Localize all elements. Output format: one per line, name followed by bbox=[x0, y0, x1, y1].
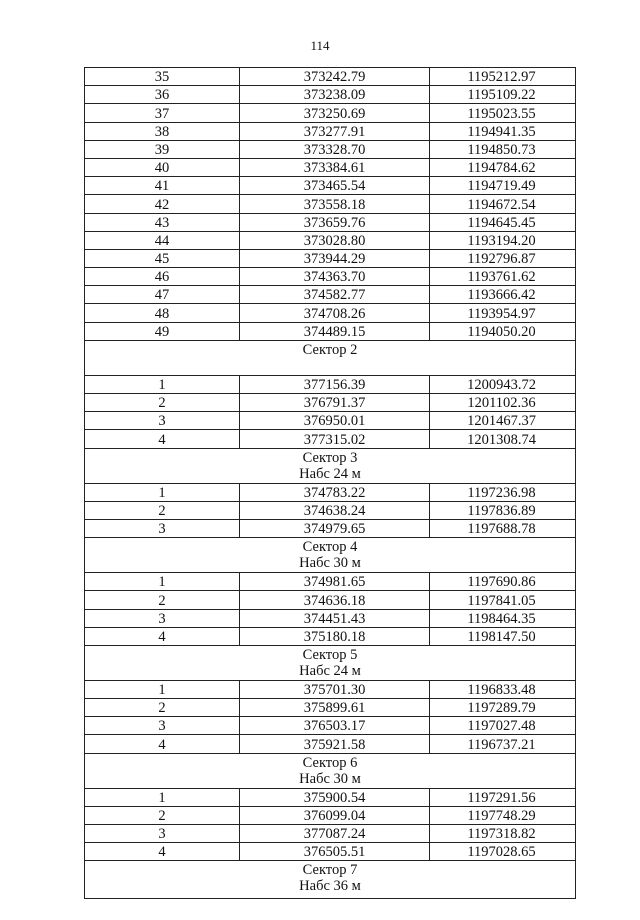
point-number-cell: 2 bbox=[85, 699, 240, 716]
sector-title: Сектор 6 bbox=[302, 754, 358, 771]
x-coordinate-cell: 373384.61 bbox=[240, 159, 430, 176]
table-row bbox=[85, 267, 575, 285]
table-row bbox=[85, 213, 575, 231]
x-coordinate-cell: 377087.24 bbox=[240, 825, 430, 842]
y-coordinate-cell: 1195023.55 bbox=[467, 105, 536, 122]
point-number-cell: 43 bbox=[85, 214, 240, 231]
point-number-cell: 3 bbox=[85, 412, 240, 429]
table-row bbox=[85, 609, 575, 627]
table-row bbox=[85, 322, 575, 340]
sector-header bbox=[85, 340, 575, 375]
point-number-cell: 1 bbox=[85, 484, 240, 501]
sector-title: Сектор 7 bbox=[302, 862, 358, 879]
x-coordinate-cell: 374638.24 bbox=[240, 502, 430, 519]
table-row bbox=[85, 501, 575, 519]
y-coordinate-cell: 1200943.72 bbox=[467, 377, 536, 393]
x-coordinate-cell: 374783.22 bbox=[240, 484, 430, 501]
y-coordinate-cell: 1197688.78 bbox=[467, 521, 536, 538]
table-row bbox=[85, 824, 575, 842]
point-number-cell: 37 bbox=[85, 104, 240, 121]
y-coordinate-cell: 1193954.97 bbox=[467, 305, 536, 322]
sector-title: Сектор 2 bbox=[302, 341, 358, 358]
sector-header bbox=[85, 645, 575, 680]
table-row bbox=[85, 303, 575, 321]
x-coordinate-cell: 377315.02 bbox=[240, 430, 430, 447]
table-row bbox=[85, 734, 575, 752]
x-coordinate-cell: 373944.29 bbox=[240, 250, 430, 267]
x-coordinate-cell: 376950.01 bbox=[240, 412, 430, 429]
y-coordinate-cell: 1201308.74 bbox=[467, 431, 536, 448]
y-coordinate-cell: 1201467.37 bbox=[467, 413, 536, 430]
point-number-cell: 1 bbox=[85, 789, 240, 806]
y-coordinate-cell: 1197291.56 bbox=[467, 789, 536, 806]
y-coordinate-cell: 1194645.45 bbox=[467, 214, 536, 231]
x-coordinate-cell: 373558.18 bbox=[240, 195, 430, 212]
page-number: 114 bbox=[310, 38, 330, 53]
point-number-cell: 1 bbox=[85, 376, 240, 393]
sector-title: Сектор 4 bbox=[302, 539, 358, 556]
point-number-cell: 4 bbox=[85, 430, 240, 447]
table-row bbox=[85, 103, 575, 121]
table-row bbox=[85, 716, 575, 734]
sector-height-label: Набс 30 м bbox=[299, 770, 361, 787]
table-row bbox=[85, 519, 575, 537]
point-number-cell: 3 bbox=[85, 717, 240, 734]
sector-title: Сектор 3 bbox=[302, 449, 358, 466]
sector-header bbox=[85, 448, 575, 483]
point-number-cell: 47 bbox=[85, 286, 240, 303]
table-row bbox=[85, 680, 575, 698]
x-coordinate-cell: 374636.18 bbox=[240, 591, 430, 608]
point-number-cell: 46 bbox=[85, 268, 240, 285]
x-coordinate-cell: 374708.26 bbox=[240, 304, 430, 321]
y-coordinate-cell: 1197841.05 bbox=[467, 592, 536, 609]
point-number-cell: 38 bbox=[85, 123, 240, 140]
x-coordinate-cell: 373238.09 bbox=[240, 86, 430, 103]
x-coordinate-cell: 375899.61 bbox=[240, 699, 430, 716]
table-row bbox=[85, 788, 575, 806]
y-coordinate-cell: 1197027.48 bbox=[467, 718, 536, 735]
x-coordinate-cell: 377156.39 bbox=[240, 376, 430, 393]
x-coordinate-cell: 375921.58 bbox=[240, 735, 430, 752]
y-coordinate-cell: 1194719.49 bbox=[467, 178, 536, 195]
table-row bbox=[85, 572, 575, 590]
y-coordinate-cell: 1194850.73 bbox=[467, 141, 536, 158]
y-coordinate-cell: 1197836.89 bbox=[467, 502, 536, 519]
x-coordinate-cell: 373028.80 bbox=[240, 232, 430, 249]
point-number-cell: 36 bbox=[85, 86, 240, 103]
y-coordinate-cell: 1194672.54 bbox=[467, 196, 536, 213]
y-coordinate-cell: 1196833.48 bbox=[467, 682, 536, 699]
point-number-cell: 3 bbox=[85, 610, 240, 627]
sector-header bbox=[85, 753, 575, 788]
x-coordinate-cell: 373242.79 bbox=[240, 68, 430, 85]
x-coordinate-cell: 375900.54 bbox=[240, 789, 430, 806]
y-coordinate-cell: 1194941.35 bbox=[467, 123, 536, 140]
table-row bbox=[85, 158, 575, 176]
y-coordinate-cell: 1193194.20 bbox=[467, 232, 536, 249]
y-coordinate-cell: 1197236.98 bbox=[467, 484, 536, 501]
table-row bbox=[85, 411, 575, 429]
table-row bbox=[85, 590, 575, 608]
x-coordinate-cell: 374979.65 bbox=[240, 520, 430, 537]
table-row bbox=[85, 806, 575, 824]
y-coordinate-cell: 1194784.62 bbox=[467, 160, 536, 177]
sector-title: Сектор 5 bbox=[302, 646, 358, 663]
sector-height-label: Набс 36 м bbox=[299, 878, 361, 895]
table-row bbox=[85, 68, 575, 85]
x-coordinate-cell: 375180.18 bbox=[240, 628, 430, 645]
y-coordinate-cell: 1194050.20 bbox=[467, 323, 536, 340]
x-coordinate-cell: 373465.54 bbox=[240, 177, 430, 194]
sector-height-label: Набс 24 м bbox=[299, 465, 361, 482]
x-coordinate-cell: 373659.76 bbox=[240, 214, 430, 231]
point-number-cell: 2 bbox=[85, 502, 240, 519]
sector-height-label: Набс 30 м bbox=[299, 555, 361, 572]
point-number-cell: 39 bbox=[85, 141, 240, 158]
point-number-cell: 2 bbox=[85, 394, 240, 411]
sector-height-label: Набс 24 м bbox=[299, 662, 361, 679]
table-row bbox=[85, 698, 575, 716]
table-row bbox=[85, 140, 575, 158]
point-number-cell: 41 bbox=[85, 177, 240, 194]
point-number-cell: 1 bbox=[85, 573, 240, 590]
x-coordinate-cell: 376791.37 bbox=[240, 394, 430, 411]
y-coordinate-cell: 1192796.87 bbox=[467, 251, 536, 268]
point-number-cell: 42 bbox=[85, 195, 240, 212]
y-coordinate-cell: 1201102.36 bbox=[467, 395, 536, 412]
y-coordinate-cell: 1195212.97 bbox=[467, 69, 536, 86]
x-coordinate-cell: 373277.91 bbox=[240, 123, 430, 140]
table-row bbox=[85, 122, 575, 140]
table-row bbox=[85, 249, 575, 267]
point-number-cell: 45 bbox=[85, 250, 240, 267]
point-number-cell: 2 bbox=[85, 807, 240, 824]
y-coordinate-cell: 1193666.42 bbox=[467, 287, 536, 304]
y-coordinate-cell: 1196737.21 bbox=[467, 736, 536, 753]
x-coordinate-cell: 373328.70 bbox=[240, 141, 430, 158]
y-coordinate-cell: 1197690.86 bbox=[467, 574, 536, 591]
table-row bbox=[85, 375, 575, 393]
y-coordinate-cell: 1197318.82 bbox=[467, 826, 536, 843]
table-row bbox=[85, 176, 575, 194]
x-coordinate-cell: 374981.65 bbox=[240, 573, 430, 590]
point-number-cell: 4 bbox=[85, 628, 240, 645]
y-coordinate-cell: 1193761.62 bbox=[467, 269, 536, 286]
x-coordinate-cell: 374451.43 bbox=[240, 610, 430, 627]
table-row bbox=[85, 285, 575, 303]
x-coordinate-cell: 376099.04 bbox=[240, 807, 430, 824]
table-row bbox=[85, 393, 575, 411]
sector-header bbox=[85, 860, 575, 898]
point-number-cell: 2 bbox=[85, 591, 240, 608]
point-number-cell: 4 bbox=[85, 735, 240, 752]
point-number-cell: 4 bbox=[85, 843, 240, 860]
sector-header bbox=[85, 537, 575, 572]
y-coordinate-cell: 1197748.29 bbox=[467, 808, 536, 824]
x-coordinate-cell: 374582.77 bbox=[240, 286, 430, 303]
table-row bbox=[85, 429, 575, 447]
table-row bbox=[85, 194, 575, 212]
x-coordinate-cell: 373250.69 bbox=[240, 104, 430, 121]
point-number-cell: 1 bbox=[85, 681, 240, 698]
y-coordinate-cell: 1198464.35 bbox=[467, 610, 536, 627]
point-number-cell: 48 bbox=[85, 304, 240, 321]
table-row bbox=[85, 842, 575, 860]
point-number-cell: 49 bbox=[85, 323, 240, 340]
y-coordinate-cell: 1197289.79 bbox=[467, 700, 536, 717]
x-coordinate-cell: 374489.15 bbox=[240, 323, 430, 340]
table-row bbox=[85, 627, 575, 645]
table-row bbox=[85, 231, 575, 249]
y-coordinate-cell: 1198147.50 bbox=[467, 628, 536, 645]
table-row bbox=[85, 85, 575, 103]
table-row bbox=[85, 483, 575, 501]
point-number-cell: 3 bbox=[85, 825, 240, 842]
point-number-cell: 40 bbox=[85, 159, 240, 176]
x-coordinate-cell: 376503.17 bbox=[240, 717, 430, 734]
point-number-cell: 3 bbox=[85, 520, 240, 537]
x-coordinate-cell: 374363.70 bbox=[240, 268, 430, 285]
y-coordinate-cell: 1195109.22 bbox=[467, 87, 536, 104]
point-number-cell: 44 bbox=[85, 232, 240, 249]
x-coordinate-cell: 376505.51 bbox=[240, 843, 430, 860]
coordinates-table bbox=[84, 67, 576, 899]
x-coordinate-cell: 375701.30 bbox=[240, 681, 430, 698]
point-number-cell: 35 bbox=[85, 68, 240, 85]
y-coordinate-cell: 1197028.65 bbox=[467, 844, 536, 861]
